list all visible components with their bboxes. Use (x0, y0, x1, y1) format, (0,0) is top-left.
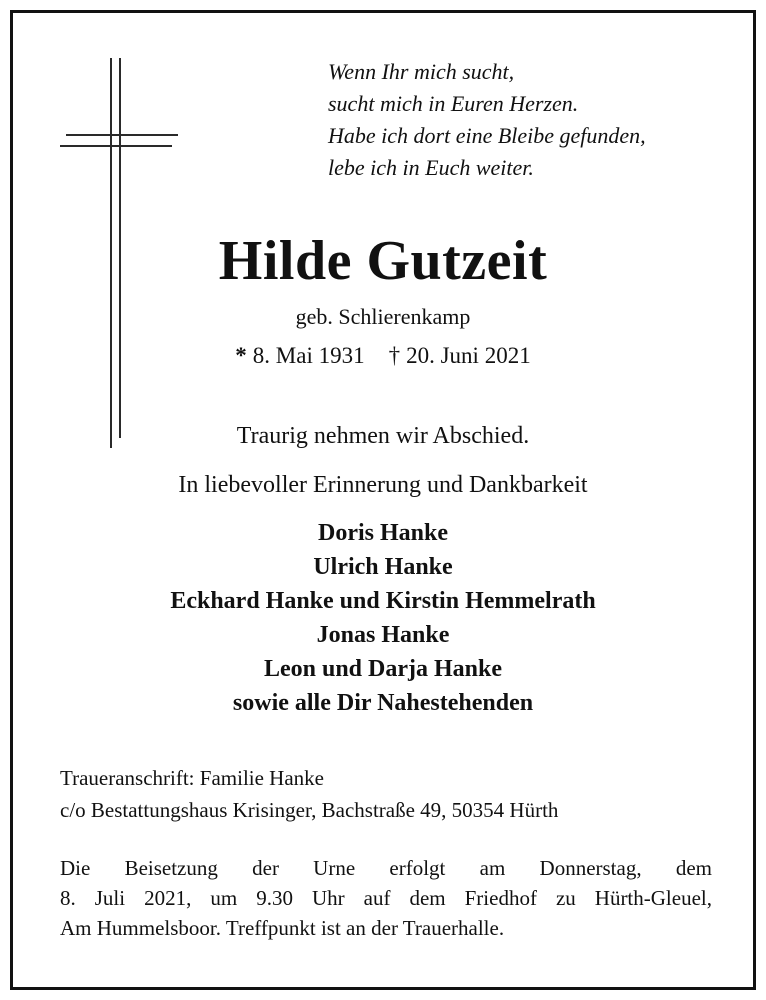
deceased-name: Hilde Gutzeit (218, 230, 548, 292)
death-dagger-icon: † (388, 343, 401, 368)
poem-line: lebe ich in Euch weiter. (328, 155, 534, 180)
mourner-name: Leon und Darja Hanke (263, 656, 503, 682)
mourner-name: Ulrich Hanke (313, 554, 453, 580)
death-date: 20. Juni 2021 (406, 343, 531, 368)
poem-line: Habe ich dort eine Bleibe gefunden, (328, 123, 646, 148)
funeral-line: 8. Juli 2021, um 9.30 Uhr auf dem Friedhof zu Hürth-Gleuel, (60, 886, 712, 910)
funeral-line: Die Beisetzung der Urne erfolgt am Donnerstag, dem (60, 856, 712, 880)
poem (328, 56, 646, 184)
remembrance-text: In liebevoller Erinnerung und Dankbarkeit (178, 472, 588, 498)
address-line: c/o Bestattungshaus Krisinger, Bachstraße 49, 50354 Hürth (60, 798, 559, 822)
mourner-name: Eckhard Hanke und Kirstin Hemmelrath (170, 588, 596, 614)
address-line: Traueranschrift: Familie Hanke (60, 766, 324, 790)
mourner-name: sowie alle Dir Nahestehenden (232, 690, 534, 716)
farewell-text: Traurig nehmen wir Abschied. (236, 423, 530, 449)
life-dates (0, 341, 766, 371)
funeral-info (60, 853, 712, 943)
birth-star-icon: * (235, 343, 247, 368)
mourning-address (60, 762, 558, 826)
birth-date: 8. Mai 1931 (252, 343, 365, 368)
funeral-line: Am Hummelsboor. Treffpunkt ist an der Trauerhalle. (60, 916, 505, 940)
mourner-name: Doris Hanke (317, 520, 448, 546)
poem-line: sucht mich in Euren Herzen. (328, 91, 579, 116)
mourners-list (0, 516, 766, 720)
maiden-name: geb. Schlierenkamp (295, 304, 471, 329)
mourner-name: Jonas Hanke (316, 622, 450, 648)
poem-line: Wenn Ihr mich sucht, (328, 59, 515, 84)
